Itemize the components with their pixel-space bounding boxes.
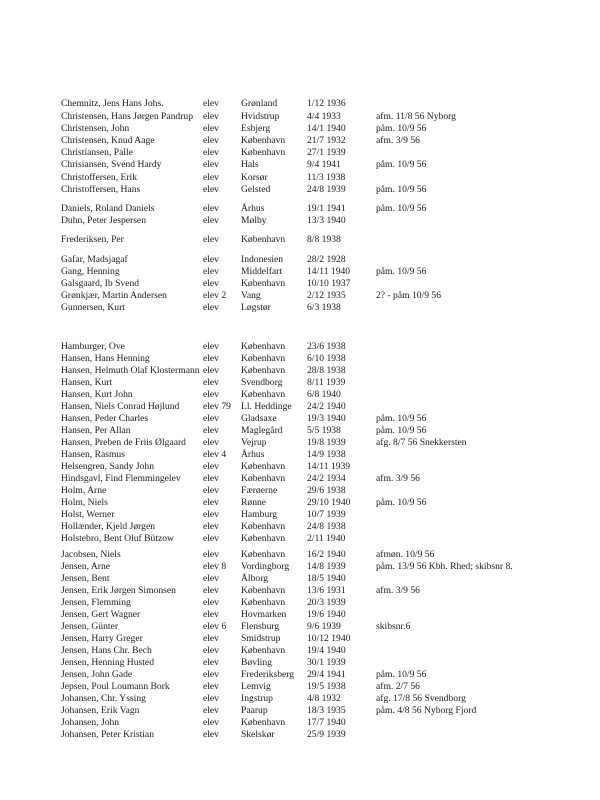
entry-role: elev (203, 234, 219, 245)
list-item (0, 609, 600, 621)
list-item (0, 401, 600, 413)
entry-place: Ll. Heddinge (241, 401, 292, 412)
entry-role: elev 79 (203, 401, 231, 412)
list-item (0, 533, 600, 545)
entry-date: 29/4 1941 (307, 669, 346, 680)
entry-role: elev (203, 633, 219, 644)
list-item (0, 135, 600, 147)
entry-place: København (241, 278, 286, 289)
entry-date: 10/10 1937 (307, 278, 351, 289)
entry-date: 10/12 1940 (307, 633, 351, 644)
entry-date: 28/2 1928 (307, 254, 346, 265)
entry-place: København (241, 135, 286, 146)
entry-role: elev (203, 135, 219, 146)
entry-date: 21/7 1932 (307, 135, 346, 146)
entry-role: elev (203, 353, 219, 364)
entry-name: Chrisiansen, Svend Hardy (61, 159, 162, 170)
entry-place: København (241, 365, 286, 376)
entry-date: 14/9 1938 (307, 449, 346, 460)
entry-place: Grønland (241, 98, 278, 109)
entry-name: Jensen, John Gade (61, 669, 133, 680)
list-item (0, 341, 600, 353)
entry-date: 2/11 1940 (307, 533, 346, 544)
list-item (0, 203, 600, 215)
entry-name: Holm, Niels (61, 497, 108, 508)
entry-role: elev (203, 184, 219, 195)
entry-place: Esbjerg (241, 123, 271, 134)
list-item (0, 681, 600, 693)
entry-name: Grønkjær, Martin Andersen (61, 290, 167, 301)
entry-role: elev (203, 597, 219, 608)
list-item (0, 389, 600, 401)
list-item (0, 473, 600, 485)
entry-role: elev (203, 365, 219, 376)
entry-date: 4/4 1933 (307, 111, 341, 122)
entry-place: Paarup (241, 705, 268, 716)
entry-role: elev (203, 693, 219, 704)
entry-name: Jensen, Harry Greger (61, 633, 143, 644)
entry-name: Helsengren, Sandy John (61, 461, 154, 472)
entry-role: elev (203, 461, 219, 472)
entry-name: Daniels, Roland Daniels (61, 203, 155, 214)
entry-date: 9/4 1941 (307, 159, 341, 170)
list-item (0, 147, 600, 159)
entry-name: Jensen, Erik Jørgen Simonsen (61, 585, 176, 596)
list-item (0, 413, 600, 425)
entry-place: København (241, 473, 286, 484)
entry-date: 8/8 1938 (307, 234, 341, 245)
entry-date: 19/1 1941 (307, 203, 346, 214)
entry-name: Christensen, John (61, 123, 130, 134)
entry-name: Hansen, Preben de Friis Ølgaard (61, 437, 186, 448)
entry-role: elev (203, 549, 219, 560)
entry-role: elev (203, 729, 219, 740)
entry-name: Hansen, Helmuth Olaf Klostermann (61, 365, 200, 376)
entry-note: afm. 3/9 56 (376, 135, 420, 146)
entry-note: påm. 10/9 56 (376, 413, 427, 424)
entry-place: København (241, 461, 286, 472)
entry-name: Jacobsen, Niels (61, 549, 121, 560)
entry-date: 14/11 1939 (307, 461, 351, 472)
entry-name: Johansen, Peter Kristian (61, 729, 154, 740)
entry-role: elev (203, 425, 219, 436)
entry-note: påm. 10/9 56 (376, 497, 427, 508)
entry-note: afm. 3/9 56 (376, 585, 420, 596)
entry-name: Holstebro, Bent Oluf Bützow (61, 533, 174, 544)
list-item (0, 449, 600, 461)
entry-note: påm. 10/9 56 (376, 669, 427, 680)
entry-name: Christensen, Knud Aage (61, 135, 155, 146)
entry-date: 5/5 1938 (307, 425, 341, 436)
list-item (0, 573, 600, 585)
entry-name: Hindsgavl, Find Flemmingelev (61, 473, 181, 484)
entry-name: Hollænder, Kjeld Jørgen (61, 521, 156, 532)
entry-date: 4/8 1932 (307, 693, 341, 704)
list-item (0, 290, 600, 302)
list-item (0, 278, 600, 290)
entry-name: Hamburger, Ove (61, 341, 125, 352)
list-item (0, 633, 600, 645)
entry-name: Hansen, Hans Henning (61, 353, 150, 364)
entry-name: Hansen, Kurt John (61, 389, 133, 400)
entry-place: Hvidstrup (241, 111, 280, 122)
list-item (0, 184, 600, 196)
list-item (0, 585, 600, 597)
entry-role: elev 8 (203, 561, 227, 572)
entry-name: Christoffersen, Erik (61, 172, 138, 183)
entry-role: elev (203, 341, 219, 352)
list-item (0, 549, 600, 561)
entry-date: 24/2 1934 (307, 473, 346, 484)
entry-date: 18/5 1940 (307, 573, 346, 584)
entry-place: Bøvling (241, 657, 272, 668)
entry-role: elev (203, 413, 219, 424)
entry-role: elev (203, 377, 219, 388)
entry-role: elev (203, 585, 219, 596)
entry-place: Hals (241, 159, 259, 170)
list-item (0, 729, 600, 741)
entry-place: Hamburg (241, 509, 278, 520)
entry-role: elev (203, 681, 219, 692)
entry-place: København (241, 533, 286, 544)
list-item (0, 365, 600, 377)
entry-place: København (241, 549, 286, 560)
entry-date: 6/3 1938 (307, 302, 341, 313)
entry-name: Jepsen, Poul Loumann Bork (61, 681, 170, 692)
entry-role: elev (203, 111, 219, 122)
entry-note: afmøn. 10/9 56 (376, 549, 435, 560)
list-item (0, 266, 600, 278)
entry-place: København (241, 389, 286, 400)
entry-date: 29/10 1940 (307, 497, 351, 508)
entry-date: 14/8 1939 (307, 561, 346, 572)
entry-role: elev 6 (203, 621, 227, 632)
entry-place: Hovmarken (241, 609, 287, 620)
list-item (0, 485, 600, 497)
list-item (0, 705, 600, 717)
entry-date: 23/6 1938 (307, 341, 346, 352)
entry-date: 13/3 1940 (307, 215, 346, 226)
entry-place: København (241, 353, 286, 364)
entry-note: afg. 8/7 56 Snekkersten (376, 437, 467, 448)
entry-place: Korsør (241, 172, 268, 183)
entry-role: elev (203, 389, 219, 400)
entry-place: Svendborg (241, 377, 283, 388)
entry-place: Maglegård (241, 425, 283, 436)
entry-name: Jensen, Flemming (61, 597, 131, 608)
entry-name: Frederiksen, Per (61, 234, 124, 245)
entry-date: 1/12 1936 (307, 98, 346, 109)
entry-place: København (241, 645, 286, 656)
entry-place: Århus (241, 203, 265, 214)
entry-name: Jensen, Gert Wagner (61, 609, 141, 620)
entry-note: 2? - påm 10/9 56 (376, 290, 442, 301)
entry-role: elev (203, 437, 219, 448)
entry-place: Mølby (241, 215, 267, 226)
entry-name: Gafar, Madsjagaf (61, 254, 128, 265)
entry-date: 9/6 1939 (307, 621, 341, 632)
entry-place: Løgstør (241, 302, 271, 313)
entry-note: påm. 10/9 56 (376, 123, 427, 134)
entry-role: elev (203, 98, 219, 109)
entry-place: Skelskør (241, 729, 275, 740)
entry-role: elev (203, 203, 219, 214)
entry-place: Ingstrup (241, 693, 273, 704)
entry-place: Lemvig (241, 681, 271, 692)
list-item (0, 353, 600, 365)
entry-name: Gunnersen, Kurt (61, 302, 125, 313)
list-item (0, 254, 600, 266)
entry-name: Hansen, Rasmus (61, 449, 125, 460)
entry-name: Jensen, Günter (61, 621, 119, 632)
entry-note: påm. 10/9 56 (376, 159, 427, 170)
entry-place: København (241, 341, 286, 352)
list-item (0, 497, 600, 509)
entry-role: elev (203, 669, 219, 680)
list-item (0, 123, 600, 135)
list-item (0, 111, 600, 123)
entry-name: Holm, Arne (61, 485, 107, 496)
entry-place: Gladsaxe (241, 413, 277, 424)
entry-name: Galsgaard, Ib Svend (61, 278, 140, 289)
entry-place: Gelsted (241, 184, 271, 195)
entry-role: elev (203, 485, 219, 496)
entry-date: 19/5 1938 (307, 681, 346, 692)
entry-note: afm. 2/7 56 (376, 681, 420, 692)
entry-role: elev (203, 657, 219, 668)
list-item (0, 98, 600, 110)
list-item (0, 621, 600, 633)
entry-name: Christiansen, Palle (61, 147, 133, 158)
entry-role: elev (203, 705, 219, 716)
entry-name: Holst, Werner (61, 509, 115, 520)
entry-note: påm. 4/8 56 Nyborg Fjord (376, 705, 477, 716)
entry-place: Færøerne (241, 485, 278, 496)
entry-name: Christoffersen, Hans (61, 184, 141, 195)
entry-note: påm. 10/9 56 (376, 203, 427, 214)
entry-note: afm. 3/9 56 (376, 473, 420, 484)
entry-name: Jensen, Arne (61, 561, 111, 572)
entry-date: 30/1 1939 (307, 657, 346, 668)
entry-role: elev (203, 533, 219, 544)
entry-date: 25/9 1939 (307, 729, 346, 740)
entry-name: Duhn, Peter Jespersen (61, 215, 146, 226)
entry-date: 16/2 1940 (307, 549, 346, 560)
entry-role: elev (203, 497, 219, 508)
entry-place: Århus (241, 449, 265, 460)
entry-note: afg. 17/8 56 Svendborg (376, 693, 466, 704)
entry-role: elev (203, 302, 219, 313)
entry-date: 24/2 1940 (307, 401, 346, 412)
list-item (0, 645, 600, 657)
entry-role: elev (203, 609, 219, 620)
entry-name: Hansen, Niels Conrad Højlund (61, 401, 180, 412)
entry-name: Jensen, Henning Husted (61, 657, 154, 668)
entry-place: Frederiksberg (241, 669, 295, 680)
entry-place: Flensburg (241, 621, 280, 632)
list-item (0, 159, 600, 171)
entry-role: elev (203, 254, 219, 265)
entry-name: Hansen, Peder Charles (61, 413, 149, 424)
entry-note: skibsnr.6 (376, 621, 411, 632)
list-item (0, 693, 600, 705)
entry-name: Hansen, Per Allan (61, 425, 131, 436)
entry-name: Johansen, Chr. Yssing (61, 693, 146, 704)
entry-place: Ålborg (241, 573, 269, 584)
entry-place: Smidstrup (241, 633, 281, 644)
entry-place: København (241, 717, 286, 728)
list-item (0, 461, 600, 473)
entry-role: elev 2 (203, 290, 227, 301)
list-item (0, 509, 600, 521)
entry-date: 24/8 1938 (307, 521, 346, 532)
entry-date: 20/3 1939 (307, 597, 346, 608)
entry-role: elev (203, 266, 219, 277)
entry-place: Vordingborg (241, 561, 290, 572)
entry-date: 19/4 1940 (307, 645, 346, 656)
list-item (0, 215, 600, 227)
list-item (0, 717, 600, 729)
list-item (0, 425, 600, 437)
entry-role: elev (203, 278, 219, 289)
entry-role: elev (203, 215, 219, 226)
list-item (0, 521, 600, 533)
entry-place: Middelfart (241, 266, 283, 277)
entry-place: København (241, 585, 286, 596)
entry-date: 18/3 1935 (307, 705, 346, 716)
entry-note: afm. 11/8 56 Nyborg (376, 111, 456, 122)
entry-date: 19/3 1940 (307, 413, 346, 424)
entry-date: 28/8 1938 (307, 365, 346, 376)
entry-role: elev 4 (203, 449, 227, 460)
entry-date: 17/7 1940 (307, 717, 346, 728)
entry-role: elev (203, 717, 219, 728)
entry-date: 14/1 1940 (307, 123, 346, 134)
entry-name: Jensen, Bent (61, 573, 110, 584)
list-item (0, 377, 600, 389)
entry-place: Vejrup (241, 437, 267, 448)
list-item (0, 234, 600, 246)
entry-note: påm. 10/9 56 (376, 425, 427, 436)
list-item (0, 437, 600, 449)
entry-date: 19/6 1940 (307, 609, 346, 620)
entry-date: 10/7 1939 (307, 509, 346, 520)
entry-name: Hansen, Kurt (61, 377, 113, 388)
entry-name: Johansen, John (61, 717, 120, 728)
entry-place: København (241, 147, 286, 158)
entry-note: påm. 13/9 56 Kbh. Rhed; skibsnr 8. (376, 561, 513, 572)
entry-role: elev (203, 159, 219, 170)
entry-name: Johansen, Erik Vagn (61, 705, 140, 716)
entry-date: 14/11 1940 (307, 266, 351, 277)
entry-role: elev (203, 509, 219, 520)
list-item (0, 669, 600, 681)
entry-role: elev (203, 645, 219, 656)
entry-name: Jensen, Hans Chr. Bech (61, 645, 152, 656)
list-item (0, 561, 600, 573)
entry-role: elev (203, 123, 219, 134)
entry-date: 2/12 1935 (307, 290, 346, 301)
entry-place: Vang (241, 290, 261, 301)
list-item (0, 597, 600, 609)
entry-date: 19/8 1939 (307, 437, 346, 448)
entry-place: København (241, 597, 286, 608)
list-item (0, 172, 600, 184)
entry-name: Christensen, Hans Jørgen Pandrup (61, 111, 193, 122)
entry-date: 29/6 1938 (307, 485, 346, 496)
entry-place: København (241, 521, 286, 532)
entry-role: elev (203, 573, 219, 584)
entry-date: 13/6 1931 (307, 585, 346, 596)
entry-name: Gang, Henning (61, 266, 120, 277)
entry-date: 6/8 1940 (307, 389, 341, 400)
entry-place: Indonesien (241, 254, 284, 265)
entry-date: 6/10 1938 (307, 353, 346, 364)
entry-date: 8/11 1939 (307, 377, 346, 388)
list-item (0, 302, 600, 314)
entry-note: påm. 10/9 56 (376, 266, 427, 277)
entry-place: Rønne (241, 497, 267, 508)
entry-date: 11/3 1938 (307, 172, 346, 183)
entry-note: påm. 10/9 56 (376, 184, 427, 195)
entry-date: 27/1 1939 (307, 147, 346, 158)
entry-name: Chemnitz, Jens Hans Johs. (61, 98, 164, 109)
entry-role: elev (203, 147, 219, 158)
entry-role: elev (203, 172, 219, 183)
entry-role: elev (203, 473, 219, 484)
entry-place: København (241, 234, 286, 245)
entry-date: 24/8 1939 (307, 184, 346, 195)
list-item (0, 657, 600, 669)
entry-role: elev (203, 521, 219, 532)
